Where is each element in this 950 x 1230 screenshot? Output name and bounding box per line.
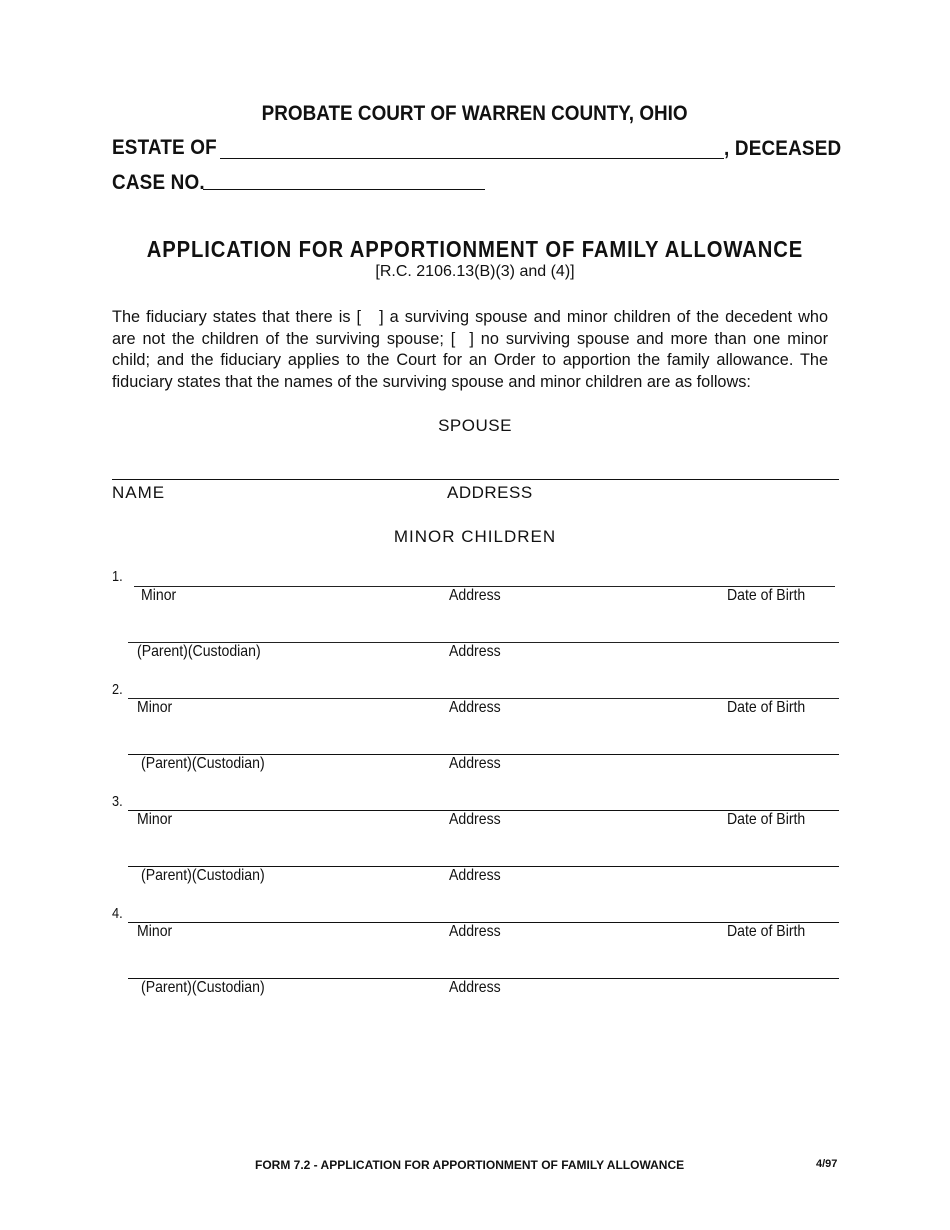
spouse-heading: SPOUSE	[438, 416, 512, 435]
minor-address-label: Address	[449, 923, 501, 940]
date-of-birth-label: Date of Birth	[727, 811, 806, 828]
minor-children-heading: MINOR CHILDREN	[393, 527, 557, 546]
parent-custodian-label: (Parent)(Custodian)	[141, 979, 265, 996]
spouse-name-label: NAME	[112, 483, 166, 502]
parent-address-label: Address	[449, 643, 501, 660]
minor-label: Minor	[141, 587, 177, 604]
deceased-label: , DECEASED	[724, 137, 842, 160]
statement-part-2: ] a surviving spouse and minor children of the decedent who are not the children of the surviving spouse; [	[112, 308, 828, 348]
statement-part-3: ] no surviving spouse and more than one minor child; and the fiduciary applies to the Court for an Order to apportion the family allowance. The fiduciary states that the names of the surviving spouse and minor children are as follows:	[112, 329, 828, 392]
minor-address-label: Address	[449, 587, 501, 604]
form-title: APPLICATION FOR APPORTIONMENT OF FAMILY ALLOWANCE	[146, 236, 804, 262]
parent-custodian-label: (Parent)(Custodian)	[141, 755, 265, 772]
spouse-address-label: ADDRESS	[447, 483, 533, 502]
form-version: 4/97	[816, 1158, 838, 1170]
estate-name-field[interactable]	[220, 158, 724, 159]
entry-number: 1.	[112, 568, 123, 585]
parent-address-label: Address	[449, 867, 501, 884]
date-of-birth-label: Date of Birth	[727, 923, 806, 940]
case-number-label: CASE NO.	[112, 171, 205, 194]
court-name: PROBATE COURT OF WARREN COUNTY, OHIO	[262, 102, 688, 125]
date-of-birth-label: Date of Birth	[727, 699, 806, 716]
entry-number: 3.	[112, 793, 123, 810]
parent-custodian-label: (Parent)(Custodian)	[137, 643, 261, 660]
minor-label: Minor	[137, 699, 173, 716]
statute-citation: [R.C. 2106.13(B)(3) and (4)]	[375, 263, 575, 280]
parent-custodian-label: (Parent)(Custodian)	[141, 867, 265, 884]
spouse-entry-line[interactable]	[112, 479, 839, 480]
minor-label: Minor	[137, 811, 173, 828]
footer-form-title: FORM 7.2 - APPLICATION FOR APPORTIONMENT OF FAMILY ALLOWANCE	[255, 1158, 685, 1172]
parent-address-label: Address	[449, 755, 501, 772]
entry-number: 2.	[112, 681, 123, 698]
date-of-birth-label: Date of Birth	[727, 587, 806, 604]
minor-address-label: Address	[449, 699, 501, 716]
minor-label: Minor	[137, 923, 173, 940]
parent-address-label: Address	[449, 979, 501, 996]
minor-address-label: Address	[449, 811, 501, 828]
estate-label: ESTATE OF	[112, 136, 217, 159]
entry-number: 4.	[112, 905, 123, 922]
case-number-field[interactable]	[203, 189, 485, 190]
fiduciary-statement	[112, 307, 828, 394]
statement-part-1: The fiduciary states that there is [	[112, 308, 362, 326]
